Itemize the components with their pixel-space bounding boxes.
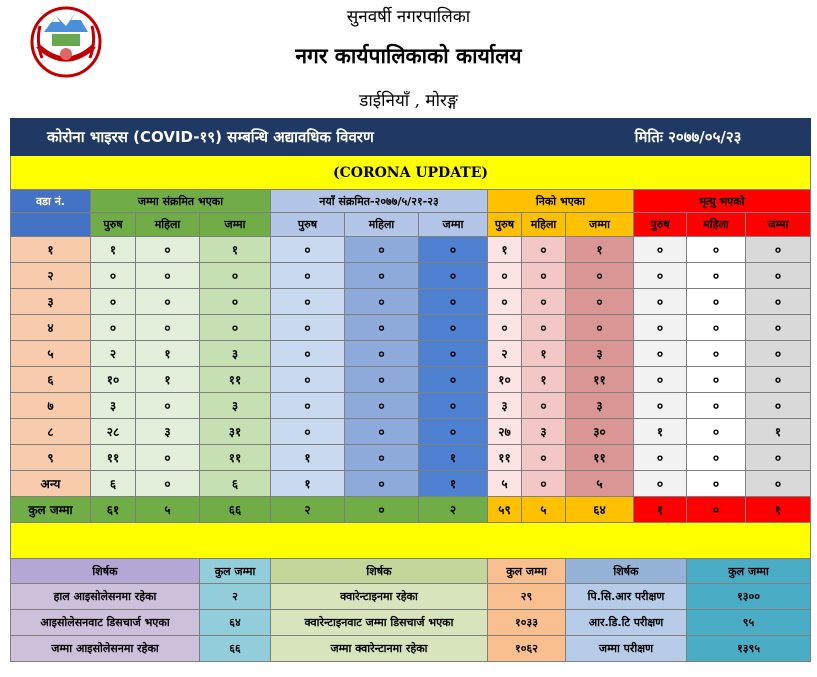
summary-label: जम्मा परीक्षण — [566, 636, 687, 662]
col-total: जम्मा — [746, 213, 811, 237]
table-cell: ३ — [488, 393, 522, 419]
summary-row — [11, 584, 811, 610]
table-cell: ० — [634, 367, 687, 393]
table-cell: ० — [634, 289, 687, 315]
table-cell: ० — [271, 341, 345, 367]
table-cell: १ — [634, 419, 687, 445]
table-cell: ३ — [136, 419, 200, 445]
table-cell: ० — [746, 341, 811, 367]
col-deaths: मृत्यु भएको — [634, 190, 811, 213]
table-cell: ० — [200, 263, 271, 289]
total-cell: ६४ — [566, 497, 634, 523]
table-row — [11, 445, 811, 471]
table-cell: ० — [419, 315, 488, 341]
table-cell: ० — [345, 263, 419, 289]
municipality-name: सुनवर्षी नगरपालिका — [346, 7, 471, 27]
sub-header-row — [11, 213, 811, 237]
table-cell: ० — [271, 263, 345, 289]
table-cell: ३१ — [200, 419, 271, 445]
ward-number: अन्य — [11, 471, 91, 497]
summary-value: ९५ — [687, 610, 811, 636]
table-cell: ० — [634, 445, 687, 471]
summary-row — [11, 636, 811, 662]
summary-label: क्वारेन्टाइनमा रहेका — [271, 584, 488, 610]
col-female: महिला — [345, 213, 419, 237]
table-cell: १ — [91, 237, 136, 263]
summary-total-3: कुल जम्मा — [687, 559, 811, 584]
table-cell: ० — [566, 263, 634, 289]
table-row — [11, 393, 811, 419]
table-cell: १ — [566, 237, 634, 263]
total-cell: २ — [271, 497, 345, 523]
corona-banner-row — [11, 156, 811, 190]
summary-label: जम्मा क्वारेन्टानमा रहेका — [271, 636, 488, 662]
summary-header-row — [11, 559, 811, 584]
table-cell: ० — [419, 367, 488, 393]
summary-title-3: शिर्षक — [566, 559, 687, 584]
table-cell: ० — [687, 237, 746, 263]
table-cell: ० — [634, 471, 687, 497]
col-ward-blank — [11, 213, 91, 237]
table-cell: ० — [687, 419, 746, 445]
table-cell: ० — [345, 367, 419, 393]
table-cell: ० — [419, 341, 488, 367]
summary-total-2: कुल जम्मा — [488, 559, 566, 584]
table-cell: ० — [746, 471, 811, 497]
table-cell: ३ — [200, 341, 271, 367]
summary-value: १०६२ — [488, 636, 566, 662]
summary-title-1: शिर्षक — [11, 559, 200, 584]
table-cell: ० — [746, 367, 811, 393]
table-cell: ० — [634, 237, 687, 263]
col-total: जम्मा — [566, 213, 634, 237]
table-cell: ३ — [522, 419, 566, 445]
table-cell: ० — [522, 471, 566, 497]
table-cell: ० — [687, 263, 746, 289]
table-cell: ० — [566, 289, 634, 315]
table-row — [11, 367, 811, 393]
table-cell: ११ — [91, 445, 136, 471]
table-cell: ० — [271, 315, 345, 341]
table-cell: ५ — [566, 471, 634, 497]
table-cell: ० — [419, 237, 488, 263]
table-cell: ० — [345, 237, 419, 263]
col-total: जम्मा — [200, 213, 271, 237]
table-cell: ० — [687, 367, 746, 393]
corona-banner: (CORONA UPDATE) — [11, 156, 811, 190]
table-cell: ० — [271, 289, 345, 315]
col-new-infected: नयाँ संक्रमित-२०७७/५/२१-२३ — [271, 190, 488, 213]
summary-label: जम्मा आइसोलेसनमा रहेका — [11, 636, 200, 662]
total-cell: ६६ — [200, 497, 271, 523]
col-recovered: निको भएका — [488, 190, 634, 213]
table-cell: १० — [488, 367, 522, 393]
summary-label: आइसोलेसनवाट डिसचार्ज भएका — [11, 610, 200, 636]
office-name: नगर कार्यपालिकाको कार्यालय — [295, 43, 522, 68]
ward-number: ८ — [11, 419, 91, 445]
table-cell: ० — [488, 263, 522, 289]
col-male: पुरुष — [271, 213, 345, 237]
table-cell: ११ — [200, 445, 271, 471]
table-row — [11, 341, 811, 367]
table-cell: ० — [345, 289, 419, 315]
table-cell: ० — [345, 393, 419, 419]
table-cell: २७ — [488, 419, 522, 445]
table-cell: ० — [634, 393, 687, 419]
table-row — [11, 419, 811, 445]
table-cell: ० — [345, 315, 419, 341]
table-cell: ० — [746, 289, 811, 315]
col-female: महिला — [136, 213, 200, 237]
total-cell: १ — [634, 497, 687, 523]
table-cell: ० — [566, 315, 634, 341]
table-cell: ० — [522, 237, 566, 263]
table-cell: ३ — [91, 393, 136, 419]
ward-number: १ — [11, 237, 91, 263]
col-total-infected: जम्मा संक्रमित भएका — [91, 190, 271, 213]
table-cell: ० — [522, 393, 566, 419]
report-date: मितिः २०७७/०५/२३ — [566, 119, 811, 156]
table-cell: ११ — [488, 445, 522, 471]
summary-value: १३०० — [687, 584, 811, 610]
total-cell: ५ — [522, 497, 566, 523]
table-cell: १ — [419, 445, 488, 471]
table-cell: १ — [200, 237, 271, 263]
table-cell: ० — [136, 289, 200, 315]
table-cell: १ — [488, 237, 522, 263]
table-cell: ३ — [566, 341, 634, 367]
table-cell: ० — [136, 263, 200, 289]
table-cell: १ — [271, 445, 345, 471]
table-cell: १ — [136, 367, 200, 393]
table-row — [11, 237, 811, 263]
col-male: पुरुष — [488, 213, 522, 237]
summary-label: हाल आइसोलेसनमा रहेका — [11, 584, 200, 610]
table-cell: १ — [522, 341, 566, 367]
total-cell: ० — [687, 497, 746, 523]
table-cell: ० — [746, 315, 811, 341]
table-cell: ० — [634, 315, 687, 341]
table-cell: २८ — [91, 419, 136, 445]
table-cell: ० — [136, 471, 200, 497]
table-cell: ० — [345, 341, 419, 367]
table-cell: ० — [687, 315, 746, 341]
summary-value: ६४ — [200, 610, 271, 636]
table-cell: ० — [687, 393, 746, 419]
table-cell: ० — [522, 445, 566, 471]
table-cell: ० — [634, 263, 687, 289]
summary-value: ६६ — [200, 636, 271, 662]
table-cell: १ — [746, 419, 811, 445]
summary-row — [11, 610, 811, 636]
table-cell: ३ — [566, 393, 634, 419]
table-row — [11, 263, 811, 289]
table-cell: ० — [345, 419, 419, 445]
table-cell: ० — [522, 263, 566, 289]
table-cell: ० — [271, 419, 345, 445]
table-cell: ० — [200, 315, 271, 341]
table-cell: ० — [419, 419, 488, 445]
table-cell: ० — [91, 263, 136, 289]
table-row — [11, 471, 811, 497]
table-cell: ११ — [566, 445, 634, 471]
total-cell: ५९ — [488, 497, 522, 523]
summary-value: २९ — [488, 584, 566, 610]
summary-label: पि.सि.आर परीक्षण — [566, 584, 687, 610]
col-total: जम्मा — [419, 213, 488, 237]
table-cell: ० — [522, 289, 566, 315]
table-cell: ३० — [566, 419, 634, 445]
table-cell: ० — [488, 289, 522, 315]
table-cell: ० — [687, 289, 746, 315]
table-cell: ० — [687, 471, 746, 497]
table-cell: ० — [746, 237, 811, 263]
total-cell: ५ — [136, 497, 200, 523]
table-cell: ० — [200, 289, 271, 315]
table-cell: २ — [488, 341, 522, 367]
table-cell: ० — [271, 367, 345, 393]
table-cell: १ — [271, 471, 345, 497]
col-ward: वडा नं. — [11, 190, 91, 213]
table-cell: ० — [522, 315, 566, 341]
group-header-row — [11, 190, 811, 213]
ward-number: २ — [11, 263, 91, 289]
table-cell: ११ — [566, 367, 634, 393]
summary-total-1: कुल जम्मा — [200, 559, 271, 584]
table-cell: ० — [419, 393, 488, 419]
table-cell: ० — [634, 341, 687, 367]
table-cell: ० — [345, 445, 419, 471]
table-cell: १ — [522, 367, 566, 393]
summary-value: १०३३ — [488, 610, 566, 636]
table-cell: ० — [419, 289, 488, 315]
total-cell: २ — [419, 497, 488, 523]
totals-row — [11, 497, 811, 523]
table-row — [11, 289, 811, 315]
table-cell: ० — [746, 393, 811, 419]
table-cell: ६ — [91, 471, 136, 497]
col-female: महिला — [687, 213, 746, 237]
total-cell: ६१ — [91, 497, 136, 523]
summary-value: २ — [200, 584, 271, 610]
summary-label: क्वारेन्टाइनवाट जम्मा डिसचार्ज भएका — [271, 610, 488, 636]
table-cell: ० — [687, 341, 746, 367]
table-cell: ० — [136, 237, 200, 263]
total-cell: ० — [345, 497, 419, 523]
spacer-cell — [11, 523, 811, 559]
table-cell: ० — [345, 471, 419, 497]
spacer-row — [11, 523, 811, 559]
table-cell: १ — [136, 341, 200, 367]
table-cell: ० — [271, 393, 345, 419]
ward-number: ४ — [11, 315, 91, 341]
table-cell: ० — [136, 393, 200, 419]
table-cell: ० — [91, 315, 136, 341]
table-cell: ५ — [488, 471, 522, 497]
table-cell: १ — [419, 471, 488, 497]
summary-value: १३९५ — [687, 636, 811, 662]
table-cell: ० — [687, 445, 746, 471]
total-cell: १ — [746, 497, 811, 523]
table-cell: ६ — [200, 471, 271, 497]
table-cell: ३ — [200, 393, 271, 419]
table-cell: १० — [91, 367, 136, 393]
table-cell: २ — [91, 341, 136, 367]
ward-number: ७ — [11, 393, 91, 419]
table-cell: ११ — [200, 367, 271, 393]
table-cell: ० — [91, 289, 136, 315]
col-female: महिला — [522, 213, 566, 237]
table-cell: ० — [419, 263, 488, 289]
page-header — [0, 0, 817, 117]
ward-number: ३ — [11, 289, 91, 315]
ward-number: ५ — [11, 341, 91, 367]
report-title: कोरोना भाइरस (COVID-१९) सम्बन्धि अद्यावधिक विवरण — [11, 119, 566, 156]
table-cell: ० — [488, 315, 522, 341]
table-cell: ० — [136, 315, 200, 341]
totals-label: कुल जम्मा — [11, 497, 91, 523]
office-address: डाईनियाँ , मोरङ्ग — [359, 91, 458, 111]
covid-update-table — [10, 118, 811, 662]
title-row — [11, 119, 811, 156]
summary-title-2: शिर्षक — [271, 559, 488, 584]
table-row — [11, 315, 811, 341]
table-cell: ० — [271, 237, 345, 263]
col-male: पुरुष — [91, 213, 136, 237]
ward-number: ६ — [11, 367, 91, 393]
ward-number: ९ — [11, 445, 91, 471]
col-male: पुरुष — [634, 213, 687, 237]
table-cell: ० — [746, 445, 811, 471]
summary-label: आर.डि.टि परीक्षण — [566, 610, 687, 636]
table-cell: ० — [136, 445, 200, 471]
table-cell: ० — [746, 263, 811, 289]
